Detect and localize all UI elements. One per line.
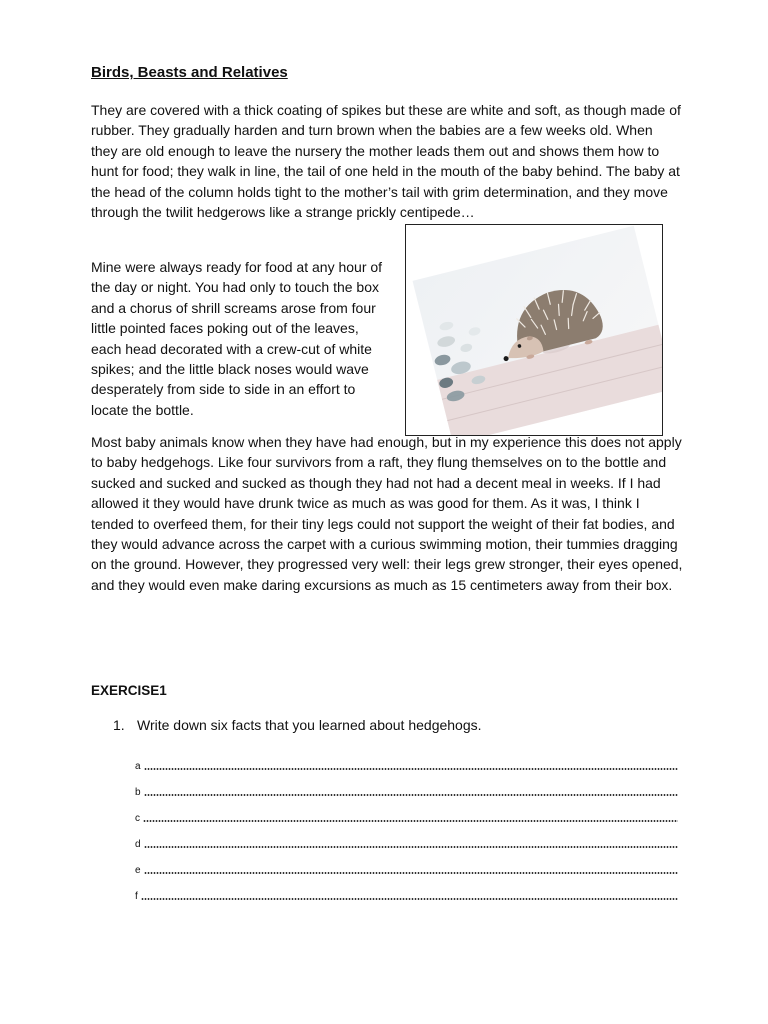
paragraph-3: Most baby animals know when they have had enough, but in my experience this does not apply to baby hedgehogs. Like four survivors from a raft, they flung themselves on to the bottle and sucked and sucked and sucked as though they had not had a decent meal in weeks. If I had allowed it they would have drunk twice as much as was good for them. As it was, I think I tended to overfeed them, for their tiny legs could not support the weight of their fat bodies, and they would advance across the carpet with a curious swimming motion, their tummies dragging on the ground. However, they progressed very well: their legs grew stronger, their eyes opened, and they would even make daring excursions as much as 15 centimeters away from their box. [91, 434, 683, 593]
paragraph-1: They are covered with a thick coating of spikes but these are white and soft, as though made of rubber. They gradually harden and turn brown when the babies are a few weeks old. When they are old enough to leave the nursery the mother leads them out and shows them how to hunt for food; they walk in line, the tail of one held in the mouth of the baby behind. The baby at the head of the column holds tight to the mother’s tail with grim determination, and they move through the twilit hedgerows like a strange prickly centipede… [91, 102, 681, 221]
answer-line-d[interactable] [135, 836, 678, 850]
dotted-line [144, 846, 678, 848]
answer-line-a[interactable] [135, 758, 678, 772]
page-title: Birds, Beasts and Relatives [91, 64, 288, 81]
answer-line-e[interactable] [135, 862, 678, 876]
exercise-heading: EXERCISE1 [91, 683, 167, 698]
answer-line-b[interactable] [135, 784, 678, 798]
answer-letter: f [135, 891, 138, 902]
answer-line-f[interactable] [135, 888, 678, 902]
dotted-line [143, 820, 678, 822]
answer-letter: c [135, 813, 140, 824]
question-number: 1. [113, 717, 125, 733]
dotted-line [144, 794, 678, 796]
dotted-line [144, 872, 678, 874]
hedgehog-photo [405, 224, 663, 436]
hedgehog-image [406, 225, 662, 435]
answer-letter: a [135, 761, 141, 772]
dotted-line [144, 768, 678, 770]
answer-letter: e [135, 865, 141, 876]
question-text: Write down six facts that you learned about hedgehogs. [137, 717, 482, 733]
dotted-line [141, 898, 678, 900]
question-1 [113, 717, 482, 733]
answer-letter: b [135, 787, 141, 798]
answer-letter: d [135, 839, 141, 850]
answer-line-c[interactable] [135, 810, 678, 824]
paragraph-2: Mine were always ready for food at any hour of the day or night. You had only to touch the box and a chorus of shrill screams arose from four little pointed faces poking out of the leaves, each head decorated with a crew-cut of white spikes; and the little black noses would wave desperately from side to side in an effort to locate the bottle. [91, 259, 383, 418]
